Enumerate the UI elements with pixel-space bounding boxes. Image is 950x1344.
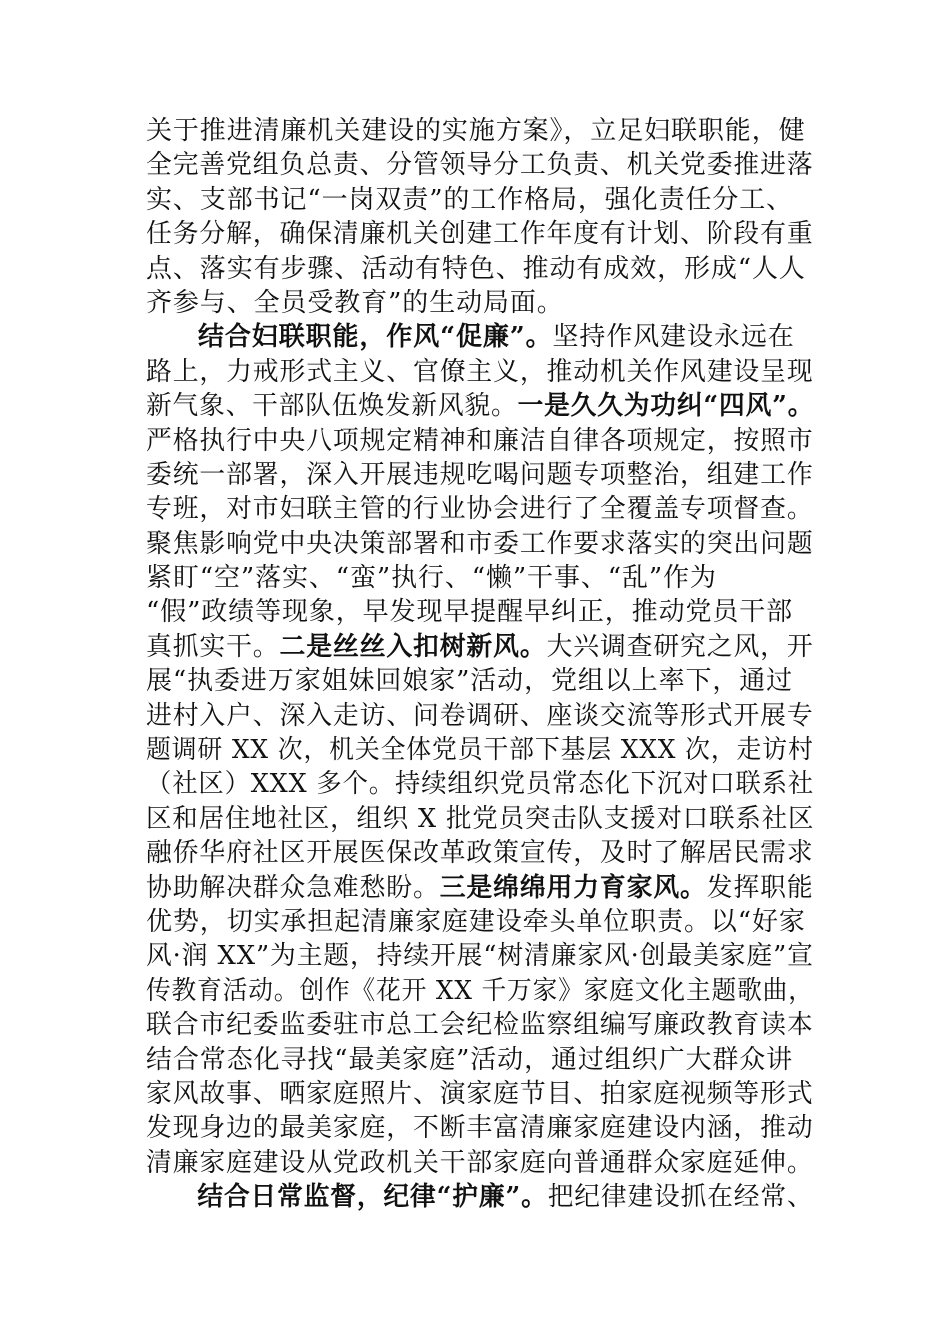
body-text: 进村入户、深入走访、问卷调研、座谈交流等形式开展专 (146, 700, 814, 731)
text-line (146, 905, 814, 939)
body-text: 点、落实有步骤、活动有特色、推动有成效，形成“人人 (146, 253, 806, 284)
body-text: 实、支部书记“一岗双责”的工作格局，强化责任分工、 (146, 184, 794, 215)
text-line (146, 217, 814, 251)
bold-heading-text: 结合妇联职能，作风“促廉”。 (198, 322, 553, 353)
bold-heading-text: 一是久久为功纠“四风”。 (517, 391, 815, 422)
body-text: 紧盯“空”落实、“蛮”执行、“懒”干事、“乱”作为 (146, 563, 717, 594)
text-line (146, 871, 814, 905)
body-text: 大兴调查研究之风，开 (546, 631, 814, 662)
body-text: 任务分解，确保清廉机关创建工作年度有计划、阶段有重 (146, 219, 814, 250)
text-line (146, 1008, 814, 1042)
body-text: 协助解决群众急难愁盼。 (146, 872, 440, 903)
body-text: 坚持作风建设永远在 (552, 322, 795, 353)
body-text: 传教育活动。创作《花开 XX 千万家》家庭文化主题歌曲， (146, 975, 814, 1006)
body-text: 风·润 XX”为主题，持续开展“树清廉家风·创最美家庭”宣 (146, 941, 814, 972)
text-line (146, 699, 814, 733)
text-line (146, 1077, 814, 1111)
text-line (146, 595, 814, 629)
text-line (146, 355, 814, 389)
bold-heading-text: 结合日常监督，纪律“护廉”。 (197, 1182, 548, 1213)
document-body (146, 114, 814, 1215)
body-text: 发现身边的最美家庭，不断丰富清廉家庭建设内涵，推动 (146, 1113, 814, 1144)
body-text: 路上，力戒形式主义、官僚主义，推动机关作风建设呈现 (146, 356, 814, 387)
text-line (146, 458, 814, 492)
body-text: 严格执行中央八项规定精神和廉洁自律各项规定，按照市 (146, 425, 814, 456)
body-text: 结合常态化寻找“最美家庭”活动，通过组织广大群众讲 (146, 1044, 794, 1075)
paragraph-first-line (146, 1180, 814, 1214)
text-line (146, 114, 814, 148)
text-line (146, 1146, 814, 1180)
text-line (146, 183, 814, 217)
text-line (146, 974, 814, 1008)
body-text: （社区）XXX 多个。持续组织党员常态化下沉对口联系社 (146, 769, 815, 800)
body-text: 齐参与、全员受教育”的生动局面。 (146, 287, 564, 318)
body-text: 清廉家庭建设从党政机关干部家庭向普通群众家庭延伸。 (146, 1147, 814, 1178)
text-line (146, 148, 814, 182)
text-line (146, 1043, 814, 1077)
text-line (146, 1111, 814, 1145)
text-line (146, 252, 814, 286)
bold-heading-text: 二是丝丝入扣树新风。 (279, 631, 547, 662)
text-line (146, 389, 815, 423)
body-text: 委统一部署，深入开展违规吃喝问题专项整治，组建工作 (146, 459, 814, 490)
body-text: 题调研 XX 次，机关全体党员干部下基层 XXX 次，走访村 (146, 735, 814, 766)
body-text: 真抓实干。 (146, 631, 280, 662)
body-text: 关于推进清廉机关建设的实施方案》，立足妇联职能，健 (146, 116, 806, 146)
body-text: 全完善党组负总责、分管领导分工负责、机关党委推进落 (146, 150, 814, 181)
body-text: 家风故事、晒家庭照片、演家庭节目、拍家庭视频等形式 (146, 1078, 814, 1109)
text-line (146, 767, 815, 801)
text-line (146, 664, 814, 698)
text-line (146, 492, 814, 526)
text-line (146, 424, 814, 458)
text-line (146, 286, 814, 320)
body-text: 联合市纪委监委驻市总工会纪检监察组编写廉政教育读本 (146, 1010, 814, 1041)
text-line (146, 630, 814, 664)
body-text: 新气象、干部队伍焕发新风貌。 (146, 391, 518, 422)
text-line (146, 561, 814, 595)
body-text: 融侨华府社区开展医保改革政策宣传，及时了解居民需求 (146, 838, 814, 869)
body-text: 区和居住地社区，组织 X 批党员突击队支援对口联系社区 (146, 803, 815, 834)
body-text: 把纪律建设抓在经常、 (547, 1182, 814, 1213)
body-text: “假”政绩等现象，早发现早提醒早纠正，推动党员干部 (146, 597, 794, 628)
body-text: 专班，对市妇联主管的行业协会进行了全覆盖专项督查。 (146, 494, 814, 525)
text-line (146, 527, 814, 561)
body-text: 优势，切实承担起清廉家庭建设牵头单位职责。以“好家 (146, 906, 806, 937)
body-text: 聚焦影响党中央决策部署和市委工作要求落实的突出问题 (146, 528, 814, 559)
text-line (146, 939, 814, 973)
bold-heading-text: 三是绵绵用力育家风。 (439, 872, 707, 903)
body-text: 展“执委进万家姐妹回娘家”活动，党组以上率下，通过 (146, 666, 794, 697)
body-text: 发挥职能 (706, 872, 814, 903)
text-line (146, 836, 814, 870)
paragraph-first-line (146, 320, 814, 354)
text-line (146, 733, 814, 767)
text-line (146, 802, 815, 836)
